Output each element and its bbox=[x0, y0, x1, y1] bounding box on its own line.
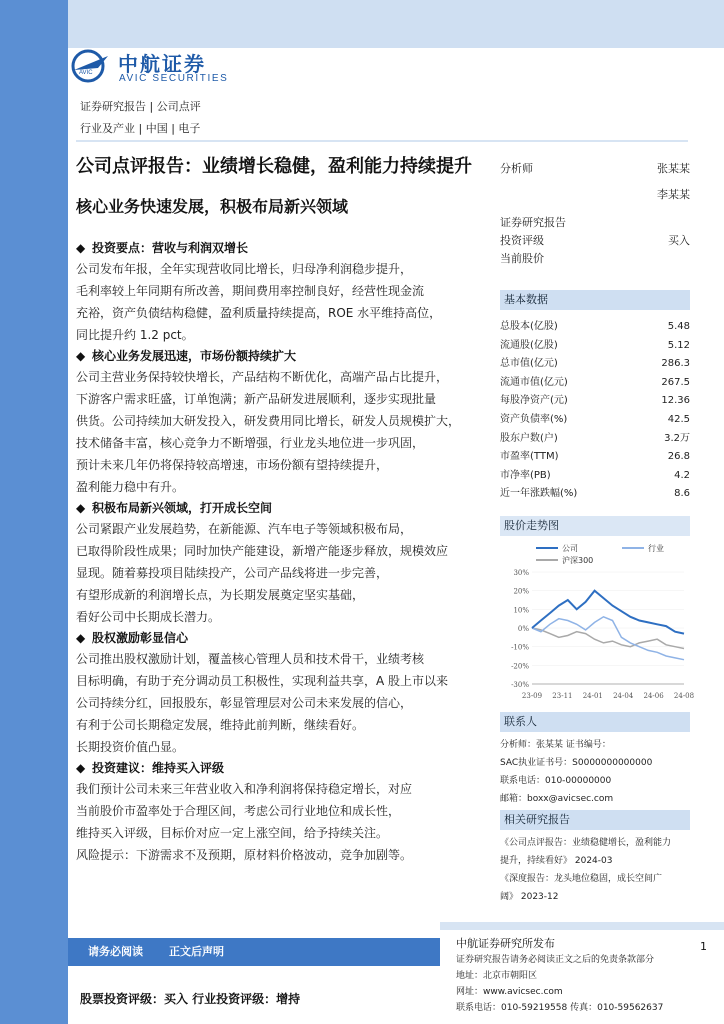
top-color-band bbox=[68, 0, 724, 48]
left-color-band bbox=[0, 0, 68, 1024]
section-heading: ◆ 投资建议：维持买入评级 bbox=[76, 758, 492, 778]
section-heading: ◆ 核心业务发展迅速，市场份额持续扩大 bbox=[76, 346, 492, 366]
x-tick-label: 24-01 bbox=[582, 692, 603, 700]
footer-band: 请务必阅读 正文后声明 bbox=[68, 938, 440, 966]
contact-header: 联系人 bbox=[500, 712, 690, 732]
section-2 bbox=[76, 346, 492, 498]
logo-emblem-icon bbox=[68, 46, 114, 86]
table-row: 每股净资产(元) 12.36 bbox=[500, 395, 690, 407]
rating-block bbox=[500, 214, 690, 268]
series-line-3 bbox=[532, 628, 684, 649]
y-tick-label: -10% bbox=[511, 643, 529, 652]
diamond-bullet-icon: ◆ bbox=[76, 241, 86, 255]
section-text: 公司紧跟产业发展趋势，在新能源、汽车电子等领域积极布局， 已取得阶段性成果；同时加快产能建设，新增产能逐步释放，规模效应 显现。随着募投项目陆续投产，公司产品线将进一步完善， 有望形成新的利润增长点，为长期发展奠定坚实基础， 看好公司中长期成长潜力。 bbox=[76, 522, 449, 624]
section-text: 公司主营业务保持较快增长，产品结构不断优化，高端产品占比提升， 下游客户需求旺盛，订单饱满；新产品研发进展顺利，逐步实现批量 供货。公司持续加大研发投入，研发费用同比增长，研发人员规模扩大， 技术储备丰富，核心竞争力不断增强，行业龙头地位进一步巩固， 预计未来几年仍将保持较高增速，市场份额有望持续提升， 盈利能力稳中有升。 bbox=[76, 370, 461, 494]
section-5 bbox=[76, 758, 492, 866]
section-text: 公司发布年报，全年实现营收同比增长，归母净利润稳步提升， 毛利率较上年同期有所改善，期间费用率控制良好，经营性现金流 充裕，资产负债结构稳健，盈利质量持续提高，ROE 水平维持高位， 同比提升约 1.2 pct。 bbox=[76, 262, 442, 342]
related-report-line: 提升，持续看好》 2024-03 bbox=[500, 856, 613, 866]
table-row: 总市值(亿元) 286.3 bbox=[500, 358, 690, 370]
y-tick-label: 0% bbox=[517, 625, 529, 633]
related-reports-header: 相关研究报告 bbox=[500, 810, 690, 830]
related-report-line: 阔》 2023-12 bbox=[500, 892, 559, 902]
rating-row: 当前股价 bbox=[500, 252, 544, 265]
contact-line: 联系电话：010-00000000 bbox=[500, 776, 612, 786]
section-heading: ◆ 积极布局新兴领域，打开成长空间 bbox=[76, 498, 492, 518]
report-type: 证券研究报告 | 公司点评 bbox=[80, 100, 201, 113]
contact-line: SAC执业证书号：S0000000000000 bbox=[500, 758, 653, 768]
x-tick-label: 24-04 bbox=[613, 692, 634, 700]
legend-label: 公司 bbox=[562, 544, 578, 553]
author-row: 李某某 bbox=[657, 188, 690, 201]
contact-line: 分析师：张某某 证书编号： bbox=[500, 740, 611, 750]
y-tick-label: -30% bbox=[511, 681, 529, 689]
y-tick-label: 10% bbox=[513, 606, 529, 615]
footer-address: 地址：北京市朝阳区 bbox=[456, 971, 538, 981]
table-row: 市净率(PB) 4.2 bbox=[500, 469, 690, 481]
series-line-1 bbox=[532, 591, 684, 634]
section-1 bbox=[76, 238, 492, 346]
series-line-2 bbox=[532, 617, 684, 660]
diamond-bullet-icon: ◆ bbox=[76, 631, 86, 645]
related-report-line[interactable]: 《公司点评报告：业绩稳健增长，盈利能力 bbox=[500, 838, 672, 848]
footer-phone: 联系电话：010-59219558 传真：010-59562637 bbox=[456, 1003, 664, 1013]
x-tick-label: 23-09 bbox=[521, 692, 543, 700]
logo-chinese-text: 中航证券 bbox=[118, 52, 206, 76]
section-text: 公司推出股权激励计划，覆盖核心管理人员和技术骨干，业绩考核 目标明确，有助于充分调动员工积极性，实现利益共享，A 股上市以来 公司持续分红，回报股东，彰显管理层对公司未来发展的信心， 有利于公司长期稳定发展，维持此前判断，继续看好。 长期投资价值凸显。 bbox=[76, 652, 449, 754]
diamond-bullet-icon: ◆ bbox=[76, 761, 86, 775]
footer-rating-line: 股票投资评级：买入 行业投资评级：增持 bbox=[80, 992, 301, 1006]
footer-website[interactable]: 网址：www.avicsec.com bbox=[456, 987, 563, 997]
section-heading: ◆ 投资要点：营收与利润双增长 bbox=[76, 238, 492, 258]
table-row: 总股本(亿股) 5.48 bbox=[500, 321, 690, 332]
y-tick-label: 20% bbox=[513, 587, 529, 596]
report-body bbox=[76, 238, 492, 866]
x-tick-label: 24-06 bbox=[643, 692, 664, 700]
page-number: 1 bbox=[700, 940, 707, 953]
section-4 bbox=[76, 628, 492, 758]
diamond-bullet-icon: ◆ bbox=[76, 501, 86, 515]
svg-text:AVIC: AVIC bbox=[79, 70, 93, 76]
legend-label: 沪深300 bbox=[562, 556, 594, 565]
industry-line: 行业及产业 | 中国 | 电子 bbox=[80, 122, 201, 135]
related-report-line[interactable]: 《深度报告：龙头地位稳固，成长空间广 bbox=[500, 874, 663, 884]
rating-row: 投资评级 买入 bbox=[500, 234, 690, 247]
table-row: 股东户数(户) 3.2万 bbox=[500, 432, 690, 444]
section-text: 我们预计公司未来三年营业收入和净利润将保持稳定增长，对应 当前股价市盈率处于合理区间，考虑公司行业地位和成长性， 维持买入评级，目标价对应一定上涨空间，给予持续关注。 风险提示：下游需求不及预期，原材料价格波动，竞争加剧等。 bbox=[76, 782, 413, 862]
analyst-block bbox=[500, 160, 690, 204]
price-chart bbox=[500, 536, 695, 706]
report-subtitle: 核心业务快速发展，积极布局新兴领域 bbox=[76, 197, 349, 216]
footer-contact bbox=[456, 936, 706, 1016]
table-row: 流通市值(亿元) 267.5 bbox=[500, 376, 690, 388]
table-row: 资产负债率(%) 42.5 bbox=[500, 413, 690, 425]
price-chart-svg bbox=[500, 536, 695, 706]
table-row: 市盈率(TTM) 26.8 bbox=[500, 451, 690, 463]
x-tick-label: 23-11 bbox=[552, 692, 573, 700]
footer-note: 证券研究报告请务必阅读正文之后的免责条款部分 bbox=[456, 955, 655, 965]
y-tick-label: -20% bbox=[511, 662, 529, 671]
analyst-row: 分析师 张某某 bbox=[500, 162, 690, 175]
contact-block bbox=[500, 736, 690, 808]
diamond-bullet-icon: ◆ bbox=[76, 349, 86, 363]
logo-english-text: AVIC SECURITIES bbox=[119, 73, 229, 84]
related-reports bbox=[500, 834, 690, 906]
y-tick-label: 30% bbox=[513, 569, 529, 577]
footer-strip bbox=[440, 922, 724, 930]
chart-header: 股价走势图 bbox=[500, 516, 690, 536]
basic-data-table bbox=[500, 318, 690, 504]
report-title: 公司点评报告：业绩增长稳健，盈利能力持续提升 bbox=[76, 156, 472, 177]
header-divider bbox=[76, 140, 688, 142]
x-tick-label: 24-08 bbox=[673, 692, 695, 700]
footer-publisher: 中航证券研究所发布 bbox=[456, 937, 555, 950]
section-heading: ◆ 股权激励彰显信心 bbox=[76, 628, 492, 648]
section-3 bbox=[76, 498, 492, 628]
legend-label: 行业 bbox=[648, 544, 664, 553]
table-row: 近一年涨跌幅(%) 8.6 bbox=[500, 488, 690, 500]
contact-email[interactable]: 邮箱：boxx@avicsec.com bbox=[500, 794, 614, 804]
basic-data-header: 基本数据 bbox=[500, 290, 690, 310]
company-logo bbox=[68, 46, 268, 86]
rating-row: 证券研究报告 bbox=[500, 216, 566, 229]
table-row: 流通股(亿股) 5.12 bbox=[500, 339, 690, 351]
